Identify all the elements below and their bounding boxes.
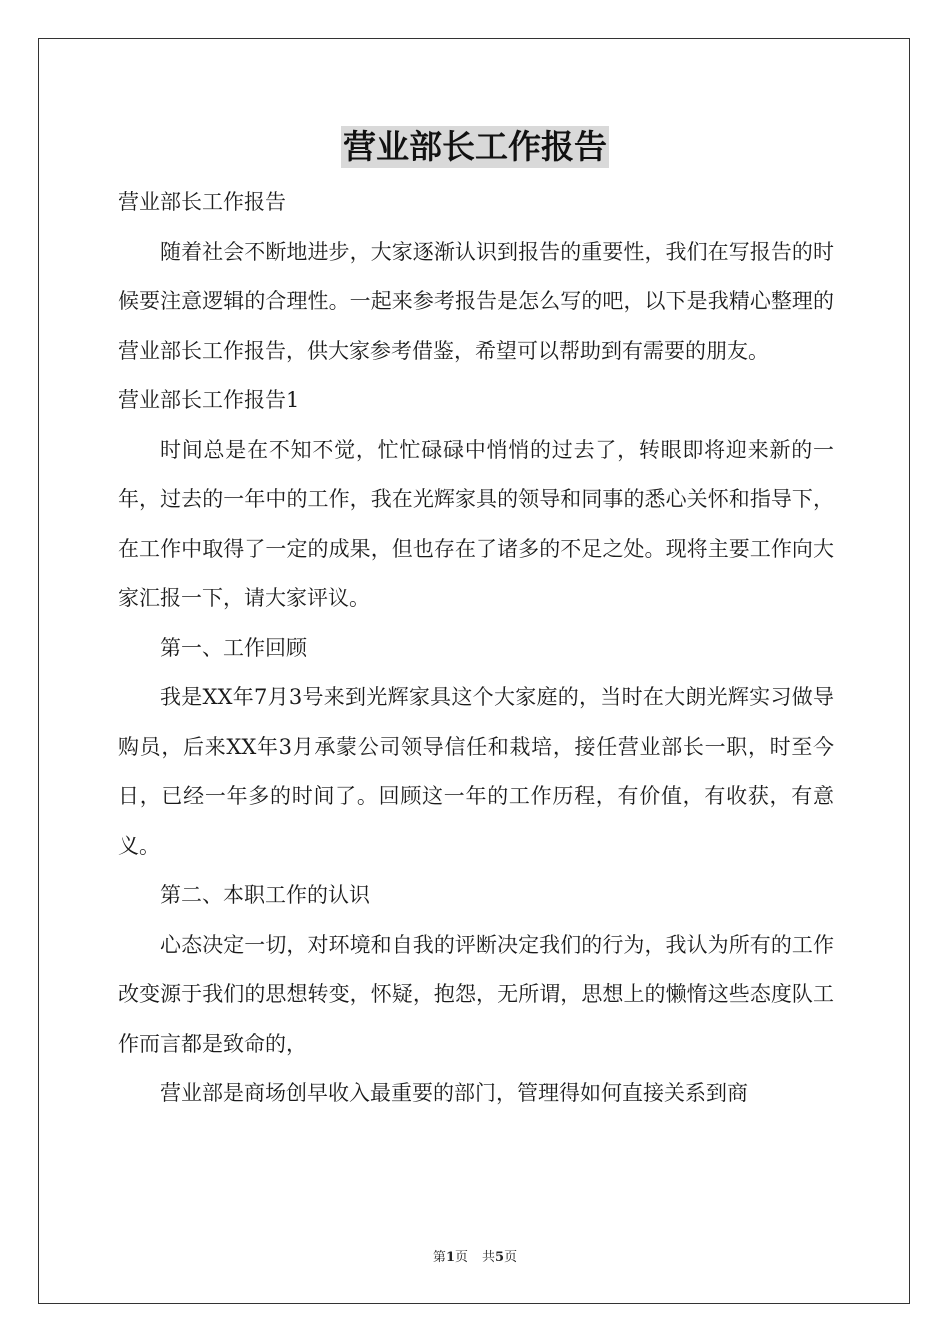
total-page-number: 5	[495, 1250, 505, 1265]
title-container	[0, 126, 950, 168]
paragraph: 营业部是商场创早收入最重要的部门，管理得如何直接关系到商	[160, 1081, 748, 1105]
paragraph: 营业部长工作报告1	[118, 388, 300, 412]
total-prefix: 共	[482, 1250, 496, 1265]
paragraph: 我是XX年7月3号来到光辉家具这个大家庭的，当时在大朗光辉实习做导购员，后来XX年3月承蒙公司领导信任和栽培，接任营业部长一职，时至今日，已经一年多的时间了。回顾这一年的工作历程，有价值，有收获，有意义。	[118, 685, 834, 858]
current-page-number: 1	[445, 1250, 455, 1265]
total-suffix: 页	[504, 1250, 518, 1265]
page-suffix: 页	[454, 1250, 468, 1265]
paragraph: 时间总是在不知不觉，忙忙碌碌中悄悄的过去了，转眼即将迎来新的一年，过去的一年中的工作，我在光辉家具的领导和同事的悉心关怀和指导下，在工作中取得了一定的成果，但也存在了诸多的不足之处。现将主要工作向大家汇报一下，请大家评议。	[118, 437, 834, 610]
document-body	[118, 178, 834, 1119]
paragraph: 第二、本职工作的认识	[160, 883, 370, 907]
page-prefix: 第	[432, 1250, 446, 1265]
paragraph: 营业部长工作报告	[118, 190, 286, 214]
page-footer	[0, 1246, 950, 1265]
document-title: 营业部长工作报告	[343, 127, 607, 166]
paragraph: 心态决定一切，对环境和自我的评断决定我们的行为，我认为所有的工作改变源于我们的思想转变，怀疑，抱怨，无所谓，思想上的懒惰这些态度队工作而言都是致命的，	[118, 932, 834, 1056]
paragraph: 随着社会不断地进步，大家逐渐认识到报告的重要性，我们在写报告的时候要注意逻辑的合理性。一起来参考报告是怎么写的吧，以下是我精心整理的营业部长工作报告，供大家参考借鉴，希望可以帮助到有需要的朋友。	[118, 239, 834, 363]
paragraph: 第一、工作回顾	[160, 635, 307, 660]
